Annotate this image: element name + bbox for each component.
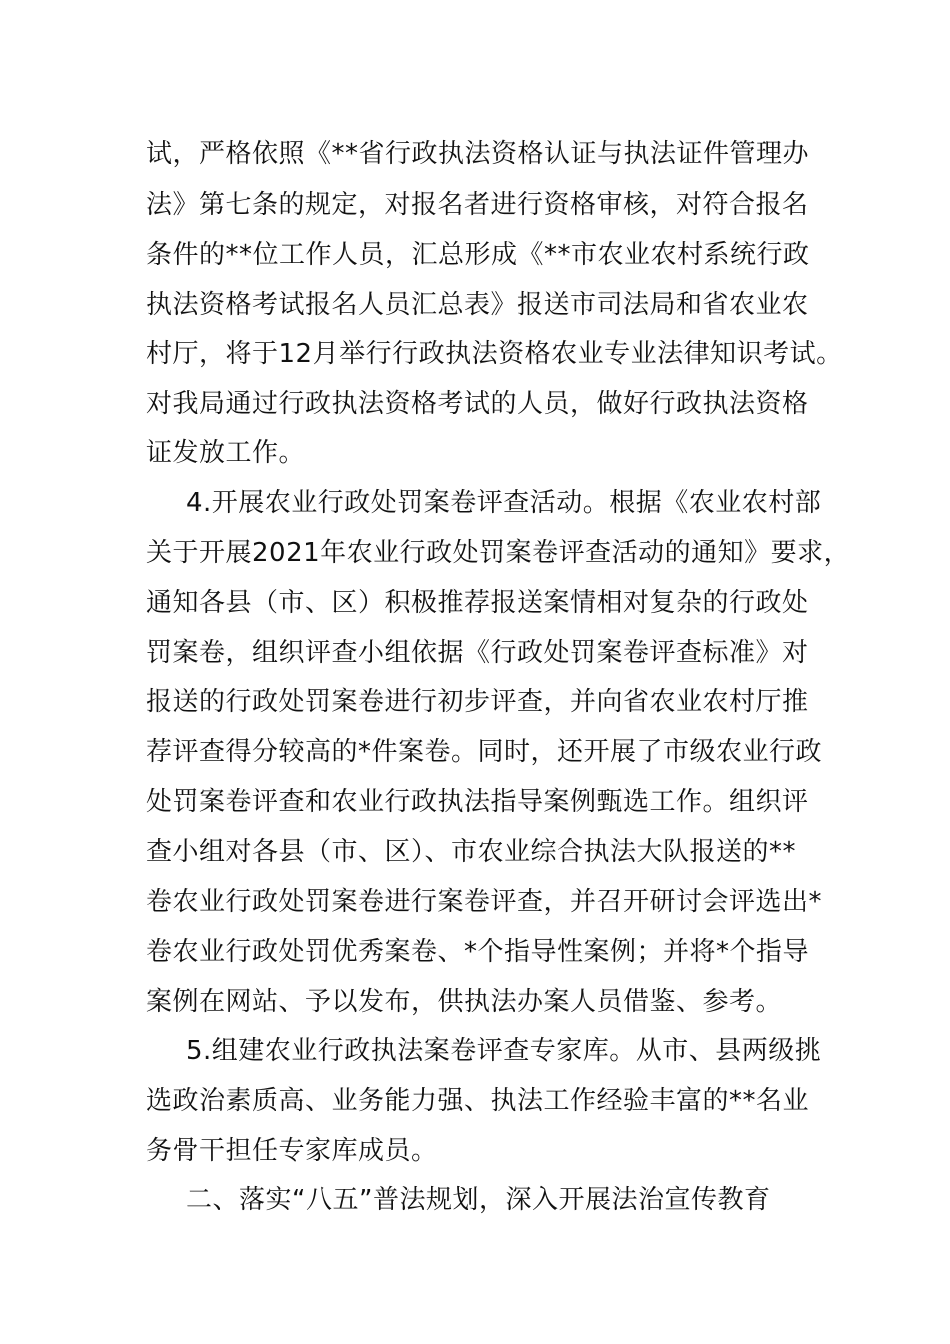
text-line: 务骨干担任专家库成员。	[146, 1136, 438, 1166]
paragraph-heading-line: 5.组建农业行政执法案卷评查专家库。从市、县两级挑	[186, 1036, 822, 1066]
text-line: 对我局通过行政执法资格考试的人员，做好行政执法资格	[146, 389, 809, 419]
text-line: 罚案卷，组织评查小组依据《行政处罚案卷评查标准》对	[146, 638, 809, 668]
text-line: 试，严格依照《**省行政执法资格认证与执法证件管理办	[146, 139, 810, 169]
text-line: 选政治素质高、业务能力强、执法工作经验丰富的**名业	[146, 1086, 810, 1116]
text-line: 村厅，将于12月举行行政执法资格农业专业法律知识考试。	[146, 339, 843, 369]
text-line: 证发放工作。	[146, 438, 306, 468]
text-line: 条件的**位工作人员，汇总形成《**市农业农村系统行政	[146, 240, 810, 270]
text-line: 法》第七条的规定，对报名者进行资格审核，对符合报名	[146, 190, 809, 220]
text-line: 报送的行政处罚案卷进行初步评查，并向省农业农村厅推	[146, 687, 809, 717]
section-heading: 二、落实“八五”普法规划，深入开展法治宣传教育	[186, 1185, 771, 1215]
text-line: 卷农业行政处罚案卷进行案卷评查，并召开研讨会评选出*	[146, 887, 823, 917]
paragraph-heading-line: 4.开展农业行政处罚案卷评查活动。根据《农业农村部	[186, 488, 822, 518]
text-line: 执法资格考试报名人员汇总表》报送市司法局和省农业农	[146, 290, 809, 320]
text-line: 查小组对各县（市、区）、市农业综合执法大队报送的**	[146, 837, 797, 867]
text-line: 关于开展2021年农业行政处罚案卷评查活动的通知》要求，	[146, 538, 851, 568]
text-line: 卷农业行政处罚优秀案卷、*个指导性案例；并将*个指导	[146, 937, 810, 967]
text-line: 案例在网站、予以发布，供执法办案人员借鉴、参考。	[146, 987, 783, 1017]
text-line: 处罚案卷评查和农业行政执法指导案例甄选工作。组织评	[146, 787, 809, 817]
text-line: 通知各县（市、区）积极推荐报送案情相对复杂的行政处	[146, 588, 809, 618]
text-line: 荐评查得分较高的*件案卷。同时，还开展了市级农业行政	[146, 737, 823, 767]
